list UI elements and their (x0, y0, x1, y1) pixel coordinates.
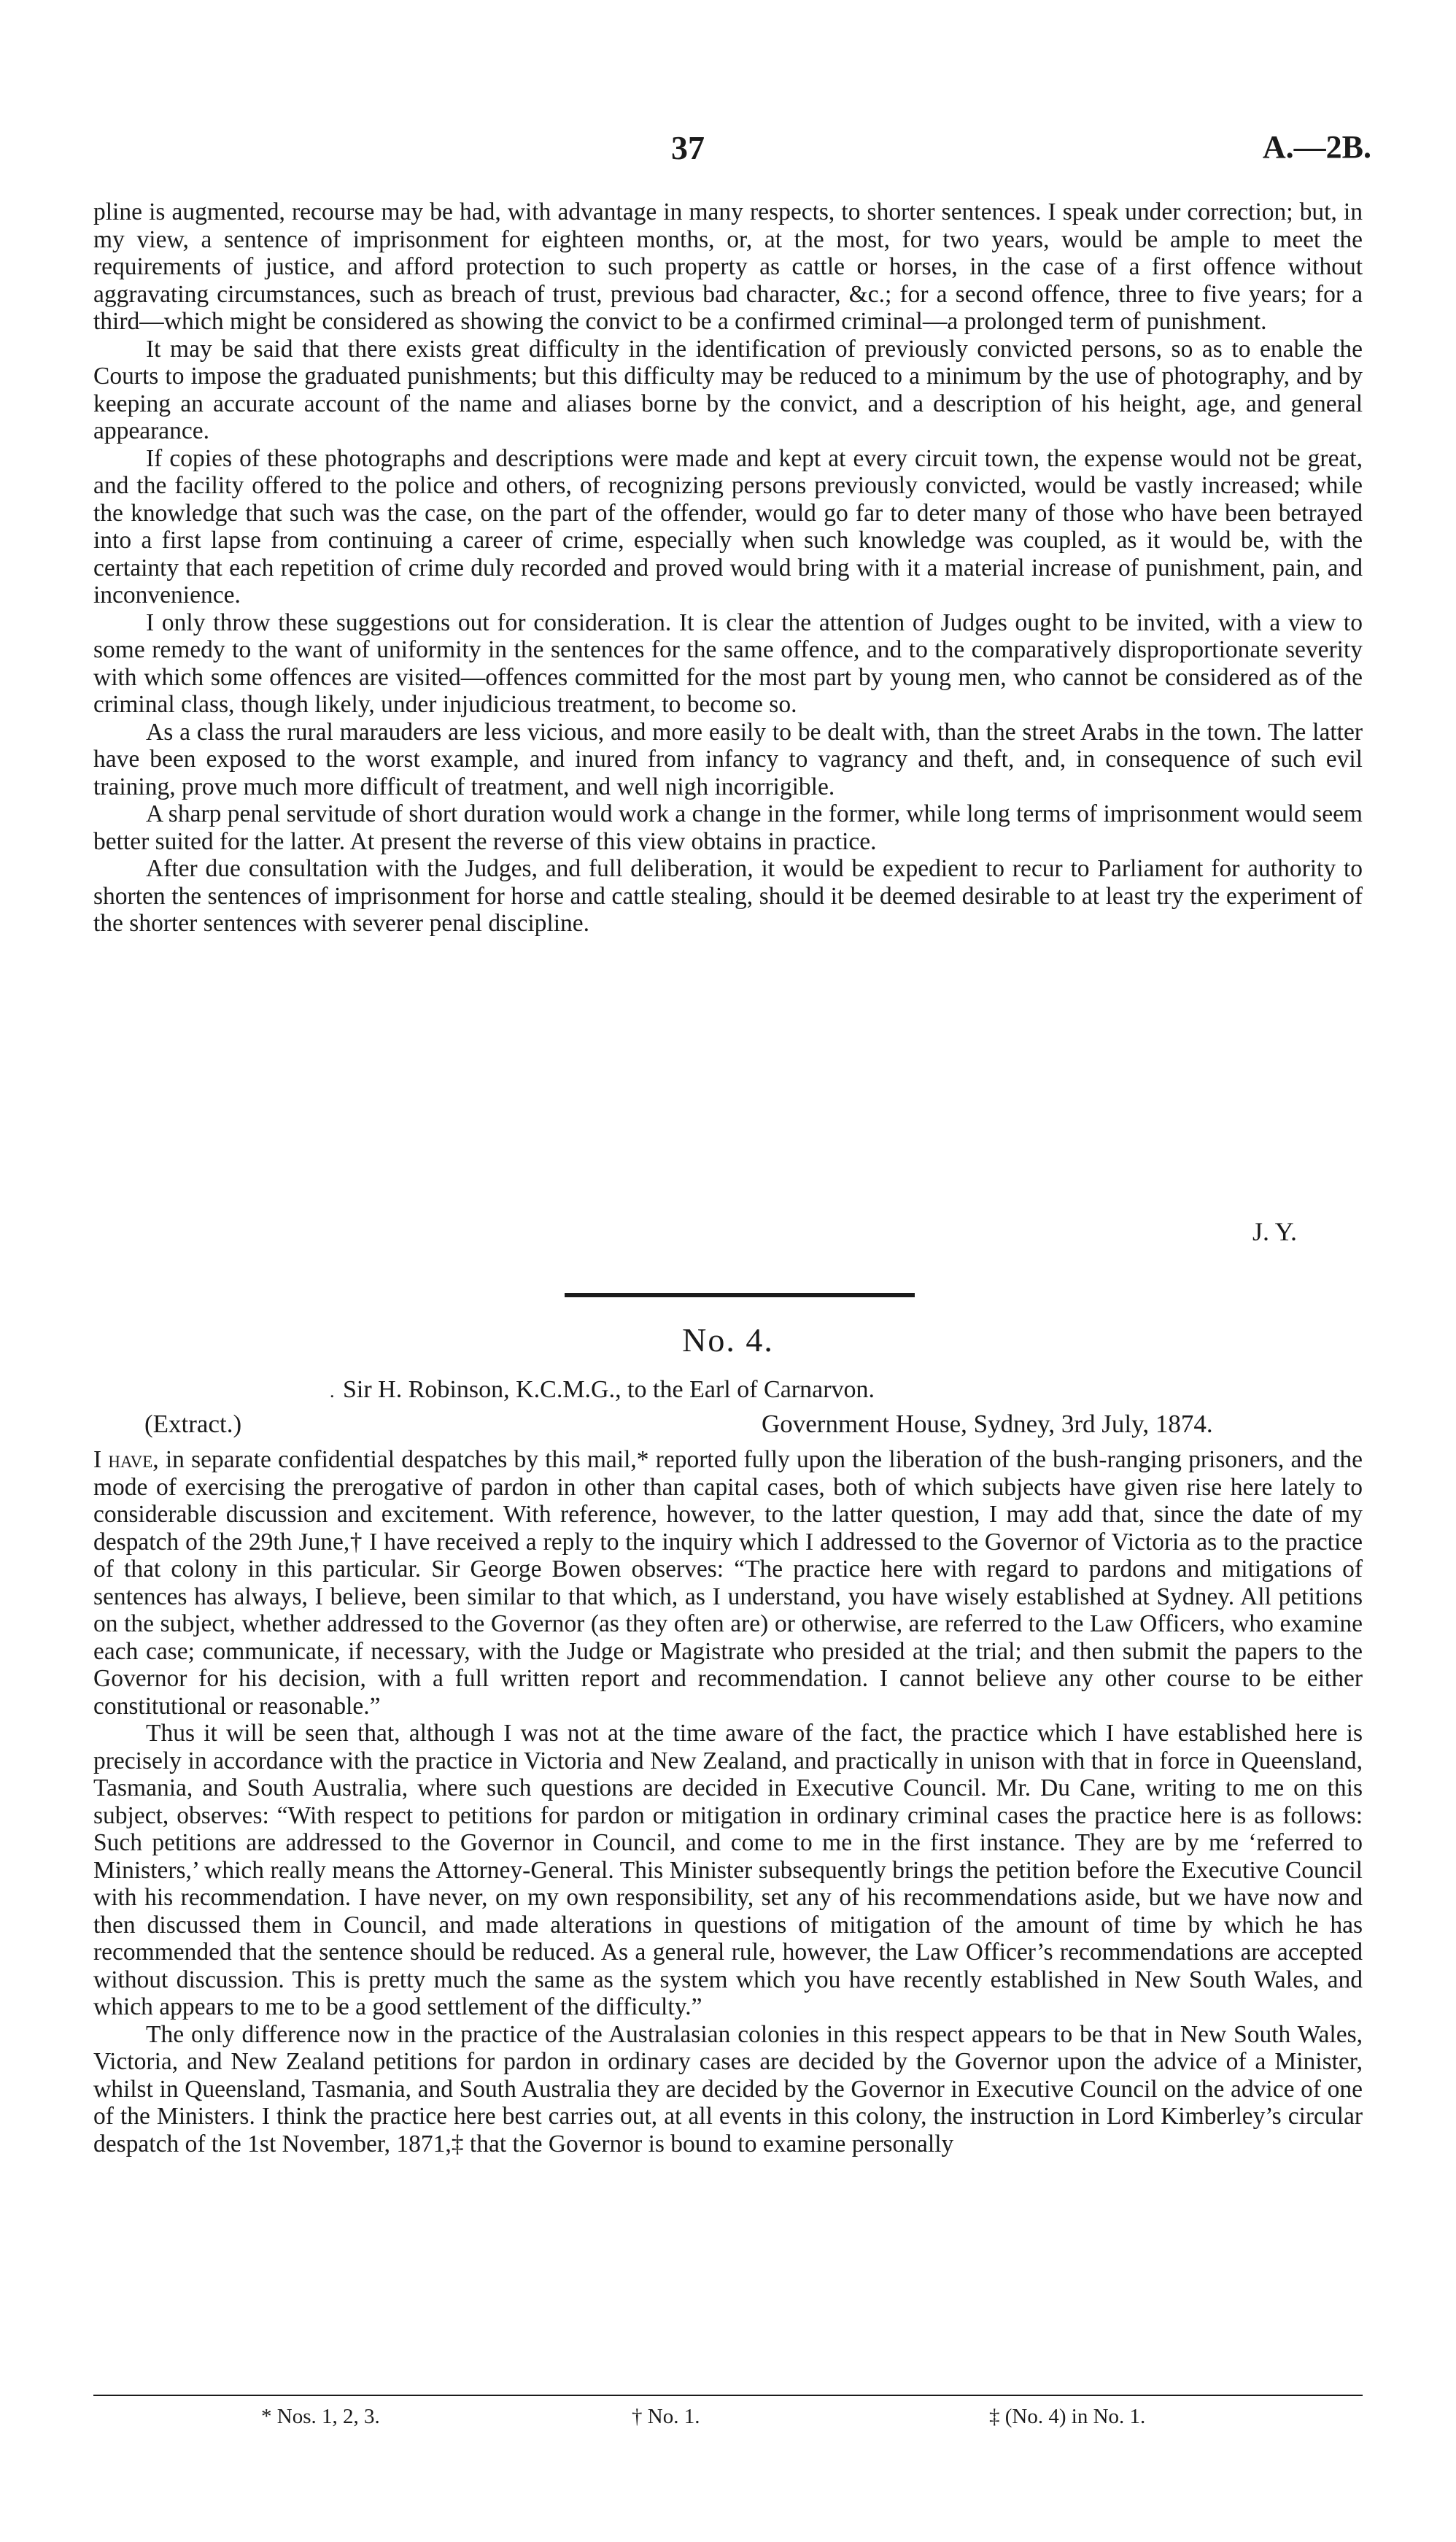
footnote: ‡ (No. 4) in No. 1. (989, 2405, 1146, 2428)
paragraph: As a class the rural marauders are less vicious, and more easily to be dealt with, than the street Arabs in the town. The latter have been exposed to the worst example, and inured from infancy to vagrancy and theft, and, in consequence of such evil training, prove much more difficult of treatment, and well nigh incorrigible. (93, 718, 1363, 800)
heading-mark: . (330, 1380, 335, 1402)
heading-text: Sir H. Robinson, K.C.M.G., to the Earl of Carnarvon. (343, 1376, 875, 1403)
signature: J. Y. (1252, 1217, 1297, 1246)
footnote: † No. 1. (632, 2405, 700, 2428)
opening-text (93, 198, 1363, 938)
footnote-rule (93, 2395, 1363, 2396)
paper-reference: A.—2B. (1262, 129, 1371, 165)
page-header (0, 128, 1456, 172)
paragraph: After due consultation with the Judges, and full deliberation, it would be expedient to recur to Parliament for authority to shorten the sentences of imprisonment for horse and cattle stealing, should it be deemed desirable to at least try the experiment of the shorter sentences with severer penal discipline. (93, 855, 1363, 937)
section-divider (565, 1293, 915, 1297)
footnote: * Nos. 1, 2, 3. (261, 2405, 380, 2428)
section-number: No. 4. (682, 1321, 774, 1359)
paragraph: Thus it will be seen that, although I was not at the time aware of the fact, the practice which I have established here is precisely in accordance with the practice in Victoria and New Zealand, and practically in unison with that in force in Queensland, Tasmania, and South Australia, where such questions are decided in Executive Council. Mr. Du Cane, writing to me on this subject, observes: “With respect to petitions for pardon or mitigation in ordinary criminal cases the practice here is as follows: Such petitions are addressed to the Governor in Council, and come to me in the first instance. They are by me ‘referred to Ministers,’ which really means the Attorney-General. This Minister subsequently brings the petition before the Executive Council with his recommendation. I have never, on my own responsibility, set any of his recommendations aside, but we have now and then discussed them in Council, and made alterations in questions of mitigation of the amount of time by which he has recommended that the sentence should be reduced. As a general rule, however, the Law Officer’s recommendations are accepted without discussion. This is pretty much the same as the system which you have recently established in New South Wales, and which appears to me to be a good settlement of the difficulty.” (93, 1720, 1363, 2020)
section-heading (330, 1376, 875, 1404)
extract-label: (Extract.) (144, 1410, 242, 1438)
paragraph: A sharp penal servitude of short duration would work a change in the former, while long terms of imprisonment would seem better suited for the latter. At present the reverse of this view obtains in practice. (93, 800, 1363, 855)
paragraph: If copies of these photographs and descriptions were made and kept at every circuit town, the expense would not be great, and the facility offered to the police and others, of recognizing persons previously convicted, would be vastly increased; while the knowledge that such was the case, on the part of the offender, would go far to deter many of those who have been betrayed into a first lapse from continuing a career of crime, especially when such knowledge was coupled, as it would be, with the certainty that each repetition of crime duly recorded and proved would bring with it a material increase of punishment, pain, and inconvenience. (93, 444, 1363, 609)
opening-words: I have (93, 1446, 153, 1473)
page-number: 37 (671, 129, 705, 166)
paragraph: pline is augmented, recourse may be had, with advantage in many respects, to shorter sentences. I speak under correction; but, in my view, a sentence of imprisonment for eighteen months, or, at the most, for two years, would be ample to meet the requirements of justice, and afford protection to such property as cattle or horses, in the case of a first offence without aggravating circumstances, such as breach of trust, previous bad character, &c.; for a second offence, three to five years; for a third—which might be considered as showing the convict to be a confirmed criminal—a prolonged term of punishment. (93, 198, 1363, 335)
paragraph (93, 1446, 1363, 1720)
dateline: Government House, Sydney, 3rd July, 1874. (762, 1410, 1213, 1438)
paragraph: It may be said that there exists great difficulty in the identification of previously convicted persons, so as to enable the Courts to impose the graduated punishments; but this difficulty may be reduced to a minimum by the use of photography, and by keeping an accurate account of the name and aliases borne by the convict, and a description of his height, age, and general appearance. (93, 335, 1363, 444)
letter-text (93, 1446, 1363, 2157)
paragraph: I only throw these suggestions out for consideration. It is clear the attention of Judges ought to be invited, with a view to some remedy to the want of uniformity in the sentences for the same offence, and to the comparatively disproportionate severity with which some offences are visited—offences committed for the most part by young men, who cannot be considered as of the criminal class, though likely, under injudicious treatment, to become so. (93, 609, 1363, 718)
paragraph: The only difference now in the practice of the Australasian colonies in this respect appears to be that in New South Wales, Victoria, and New Zealand petitions for pardon in ordinary cases are decided by the Governor upon the advice of a Minister, whilst in Queensland, Tasmania, and South Australia they are decided by the Governor in Executive Council on the advice of one of the Ministers. I think the practice here best carries out, at all events in this colony, the instruction in Lord Kimberley’s circular despatch of the 1st November, 1871,‡ that the Governor is bound to examine personally (93, 2020, 1363, 2157)
first-paragraph-rest: , in separate confidential despatches by this mail,* reported fully upon the liberation of the bush-ranging prisoners, and the mode of exercising the prerogative of pardon in other than capital cases, both of which subjects have given rise here lately to considerable discussion and excitement. With reference, however, to the latter question, I may add that, since the date of my despatch of the 29th June,† I have received a reply to the inquiry which I addressed to the Governor of Victoria as to the practice of that colony in this particular. Sir George Bowen observes: “The practice here with regard to pardons and mitigations of sentences has always, I believe, been similar to that which, as I understand, you have wisely established at Sydney. All petitions on the subject, whether addressed to the Governor (as they often are) or otherwise, are referred to the Law Officers, who examine each case; communicate, if necessary, with the Judge or Magistrate who presided at the trial; and then submit the papers to the Governor for his decision, with a full written report and recommendation. I cannot believe any other course to be either constitutional or reasonable.” (93, 1446, 1363, 1720)
